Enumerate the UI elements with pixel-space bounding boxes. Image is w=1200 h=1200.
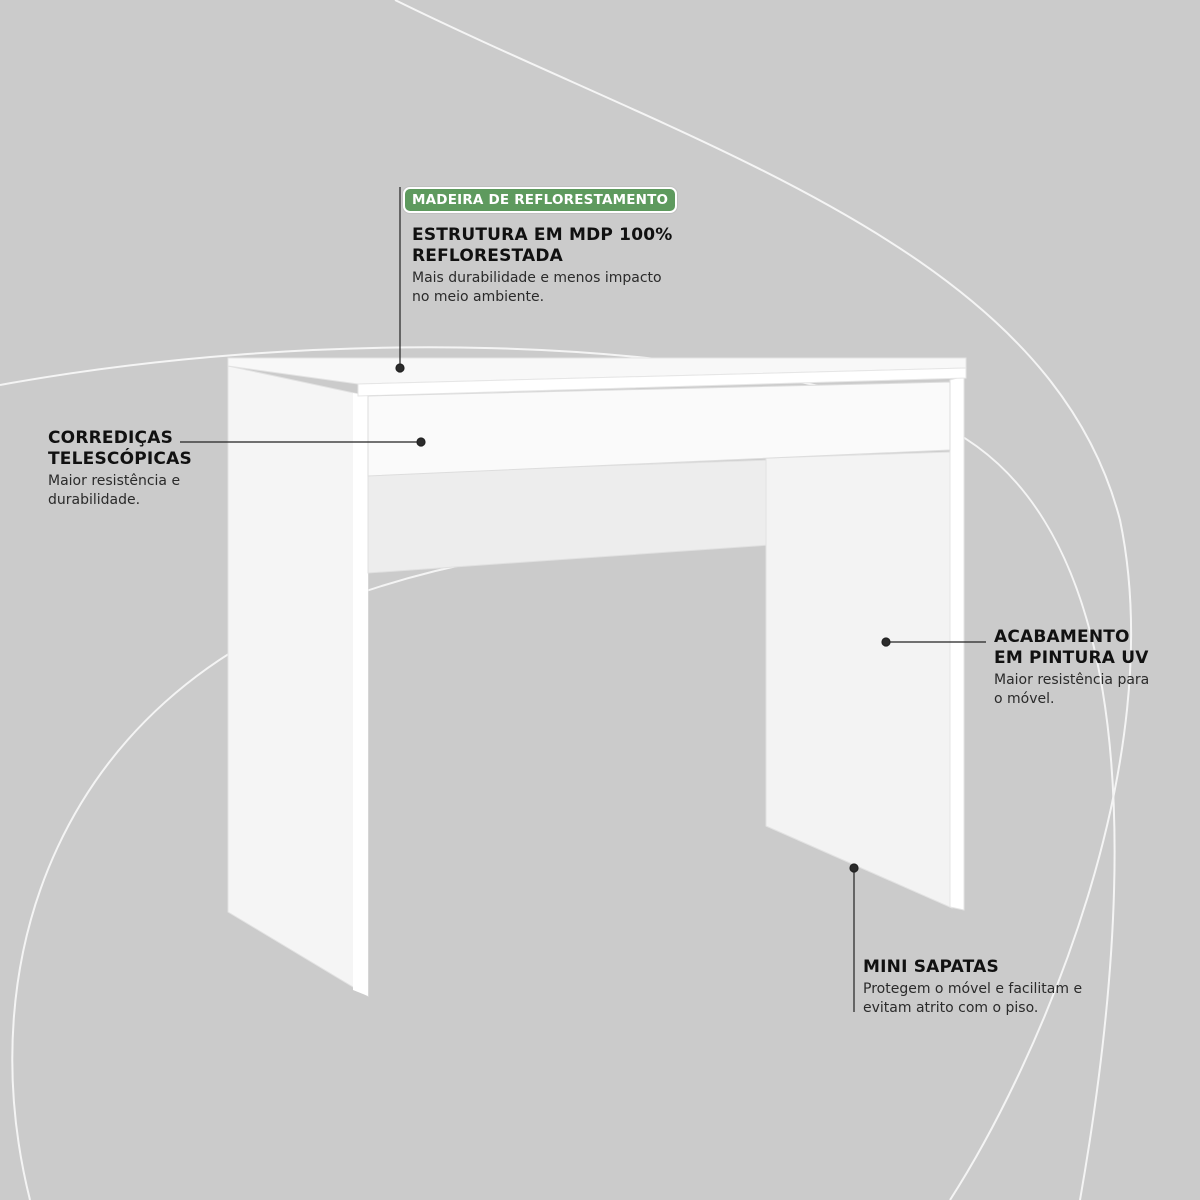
callout-corredicas-title: CORREDIÇAS TELESCÓPICAS [48,428,192,469]
callout-mini-sapatas-description: Protegem o móvel e facilitam e evitam atrito com o piso. [863,981,1083,1016]
callout-estrutura-description: Mais durabilidade e menos impacto no meio ambiente. [412,270,662,305]
callout-mini-sapatas [863,957,1113,1018]
leader-dot-mini-sapatas [850,864,858,872]
callout-estrutura-title: ESTRUTURA EM MDP 100% REFLORESTADA [412,225,673,266]
callout-corredicas-description: Maior resistência e durabilidade. [48,473,181,508]
leader-dot-acabamento [882,638,890,646]
callout-acabamento-title: ACABAMENTO EM PINTURA UV [994,627,1149,668]
callout-acabamento-description: Maior resistência para o móvel. [994,672,1150,707]
reforestation-badge: MADEIRA DE REFLORESTAMENTO [403,187,677,213]
leader-dot-corredicas [417,438,425,446]
callout-mini-sapatas-title: MINI SAPATAS [863,957,999,977]
callout-acabamento [994,627,1184,709]
callout-corredicas [48,428,228,510]
callout-estrutura [412,225,682,307]
leader-dot-estrutura [396,364,404,372]
